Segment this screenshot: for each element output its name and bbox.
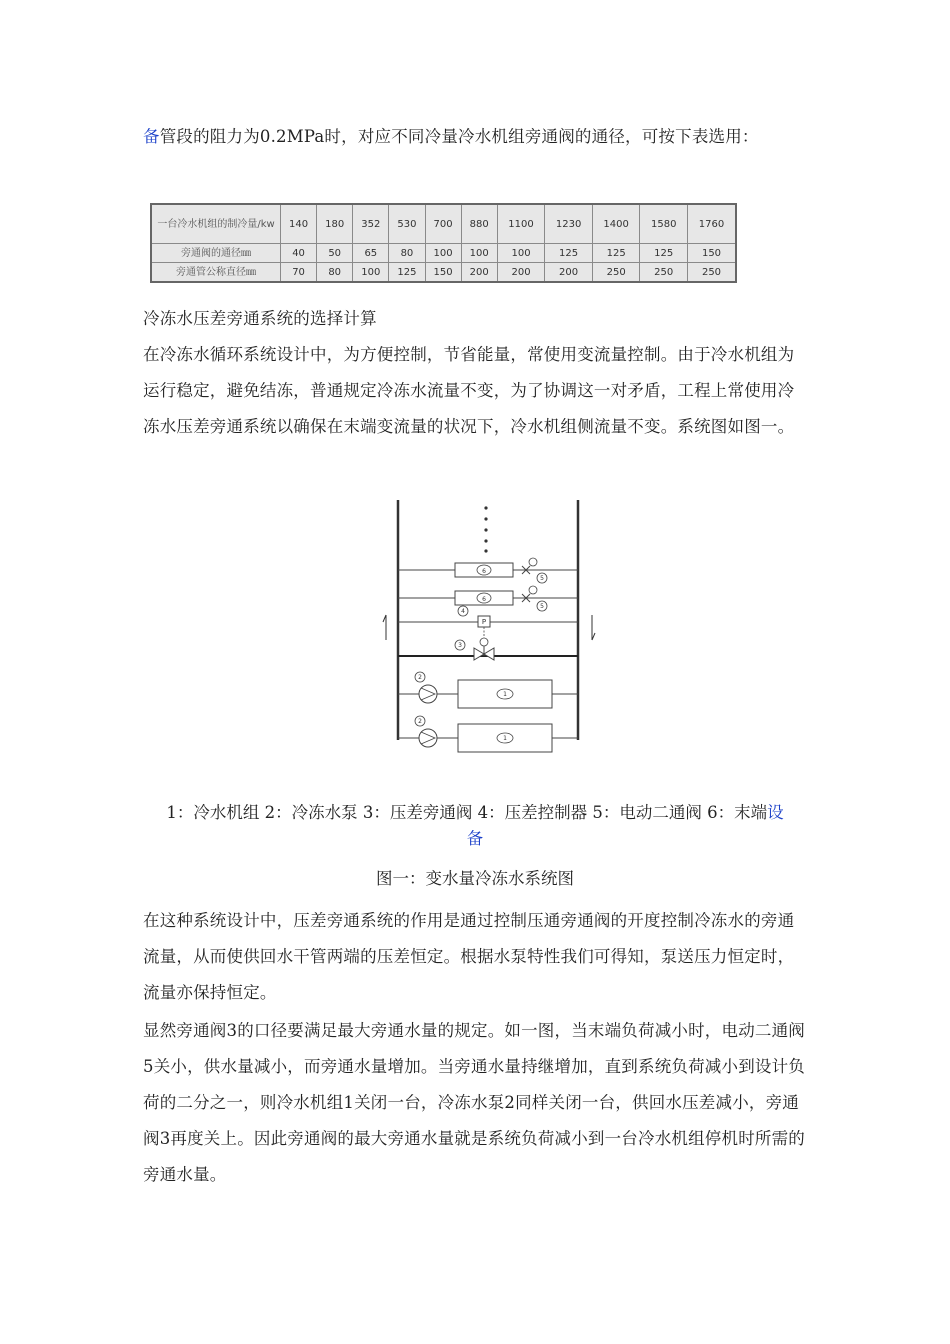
table-cell: 80 [389, 244, 425, 263]
table-cell: 65 [353, 244, 389, 263]
table-cell: 100 [425, 244, 461, 263]
differential-pressure-controller [398, 606, 578, 642]
table-cell: 140 [281, 204, 317, 244]
table-cell: 200 [545, 263, 593, 283]
table-cell: 125 [545, 244, 593, 263]
table-cell: 880 [461, 204, 497, 244]
table-cell: 700 [425, 204, 461, 244]
terminal-branch-upper [398, 558, 578, 583]
table-cell: 100 [353, 263, 389, 283]
table-row-label: 一台冷水机组的制冷量/kw [151, 204, 281, 244]
table-cell: 200 [497, 263, 545, 283]
table-cell: 1760 [688, 204, 737, 244]
terminal-label: 6 [482, 568, 486, 575]
pump-label: 2 [418, 718, 422, 725]
chiller-branch-upper [398, 672, 578, 708]
section-title: 冷冻水压差旁通系统的选择计算 [143, 309, 377, 328]
table-cell: 150 [688, 244, 737, 263]
bypass-valve-spec-table [150, 203, 737, 283]
pump-label: 2 [418, 674, 422, 681]
table-cell: 80 [317, 263, 353, 283]
controller-label: 4 [461, 608, 465, 615]
table-cell: 180 [317, 204, 353, 244]
table-cell: 1580 [640, 204, 688, 244]
table-cell: 100 [461, 244, 497, 263]
table-row [151, 263, 736, 283]
continuation-dots [484, 506, 487, 552]
two-way-valve-label: 5 [540, 603, 544, 610]
table-row-label: 旁通阀的通径㎜ [151, 244, 281, 263]
terminal-label: 6 [482, 596, 486, 603]
legend-link-part1[interactable]: 设 [767, 803, 784, 822]
terminal-branch-lower [398, 586, 578, 611]
diagram-legend [140, 800, 810, 852]
table-cell: 125 [592, 244, 640, 263]
table-row [151, 244, 736, 263]
chiller-branch-lower [398, 716, 578, 752]
sizing-paragraph: 显然旁通阀3的口径要满足最大旁通水量的规定。如一图，当末端负荷减小时，电动二通阀5关小，供水量减小，而旁通水量增加。当旁通水量持继增加，直到系统负荷减小到设计负荷的二分之一，则冷水机组1关闭一台，冷冻水泵2同样关闭一台，供回水压差减小，旁通阀3再度关上。因此旁通阀的最大旁通水量就是系统负荷减小到一台冷水机组停机时所需的旁通水量。 [143, 1021, 805, 1184]
table-cell: 50 [317, 244, 353, 263]
bypass-valve [398, 638, 578, 660]
table-cell: 250 [592, 263, 640, 283]
chiller-label: 1 [503, 691, 507, 698]
controller-box-label: P [481, 618, 487, 626]
table-cell: 125 [389, 263, 425, 283]
chiller-label: 1 [503, 735, 507, 742]
table-cell: 40 [281, 244, 317, 263]
table-cell: 1400 [592, 204, 640, 244]
chilled-water-system-diagram [370, 490, 610, 760]
legend-text: 1：冷水机组 2：冷冻水泵 3：压差旁通阀 4：压差控制器 5：电动二通阀 6：末端 [166, 803, 768, 822]
intro-text: 管段的阻力为0.2MPa时，对应不同冷量冷水机组旁通阀的通径，可按下表选用： [159, 127, 759, 146]
legend-link-part2[interactable]: 备 [466, 829, 484, 848]
intro-body-paragraph: 在冷冻水循环系统设计中，为方便控制，节省能量，常使用变流量控制。由于冷水机组为运行稳定，避免结冻，普通规定冷冻水流量不变，为了协调这一对矛盾，工程上常使用冷冻水压差旁通系统以确保在末端变流量的状况下，冷水机组侧流量不变。系统图如图一。 [143, 345, 795, 436]
table-cell: 100 [497, 244, 545, 263]
table-cell: 150 [425, 263, 461, 283]
table-cell: 1100 [497, 204, 545, 244]
intro-link[interactable]: 备 [143, 127, 160, 146]
table-cell: 70 [281, 263, 317, 283]
figure-caption: 图一：变水量冷冻水系统图 [376, 869, 574, 888]
table-cell: 200 [461, 263, 497, 283]
explanation-paragraph: 在这种系统设计中，压差旁通系统的作用是通过控制压通旁通阀的开度控制冷冻水的旁通流量，从而使供回水干管两端的压差恒定。根据水泵特性我们可得知，泵送压力恒定时，流量亦保持恒定。 [143, 911, 795, 1002]
two-way-valve-label: 5 [540, 575, 544, 582]
table-cell: 125 [640, 244, 688, 263]
intro-paragraph [143, 119, 808, 155]
table-cell: 250 [688, 263, 737, 283]
table-row-label: 旁通管公称直径㎜ [151, 263, 281, 283]
table-cell: 250 [640, 263, 688, 283]
table-row [151, 204, 736, 244]
bypass-valve-label: 3 [458, 642, 462, 649]
table-cell: 530 [389, 204, 425, 244]
table-cell: 352 [353, 204, 389, 244]
table-cell: 1230 [545, 204, 593, 244]
